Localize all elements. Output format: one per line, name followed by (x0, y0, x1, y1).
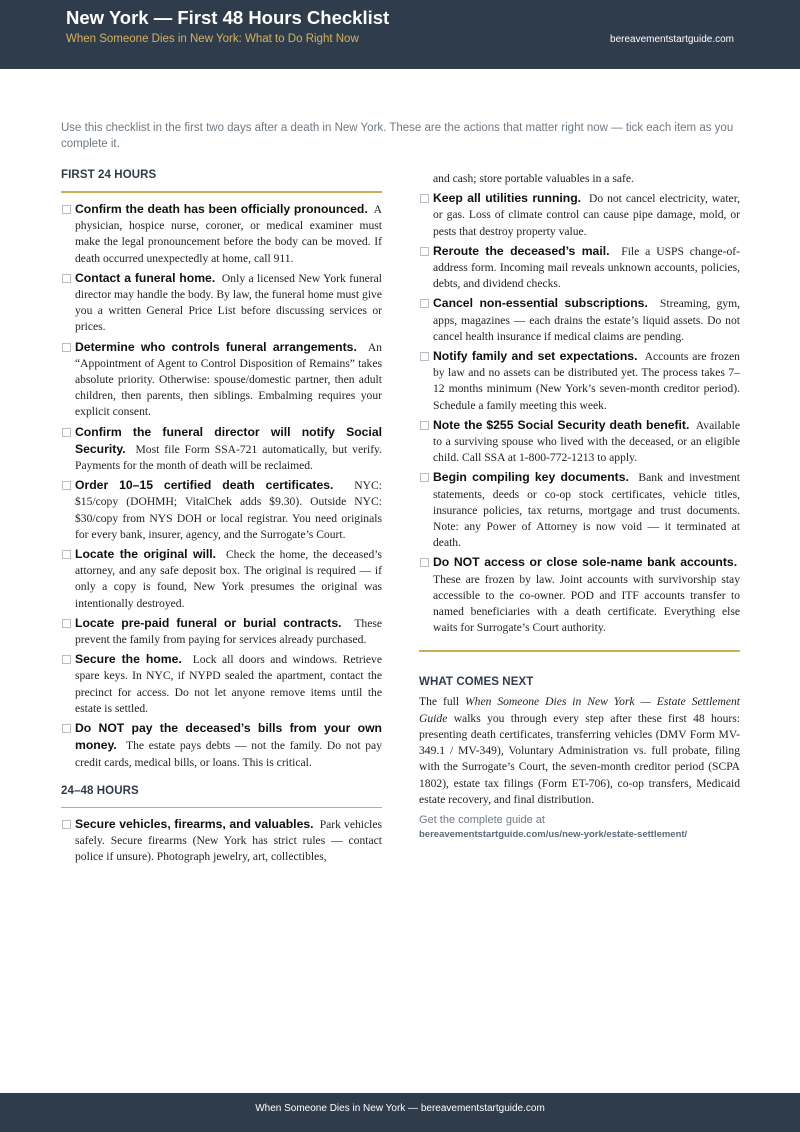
site-name: bereavementstartguide.com (610, 34, 734, 45)
item-text: Available to a surviving spouse who lived with the deceased, or an eligible child. Call SSA at 1-800-772-1213 to apply. (433, 418, 740, 465)
checkbox[interactable] (62, 619, 71, 628)
page-header (0, 0, 800, 69)
item-text: Park vehicles safely. Secure firearms (New York has strict rules — contact police if unsure). Photograph jewelry, art, collectibles, (75, 817, 383, 864)
checklist-item (61, 720, 382, 771)
checkbox[interactable] (420, 299, 429, 308)
checklist-item (419, 295, 740, 345)
checkbox[interactable] (62, 205, 71, 214)
section-heading-what-comes-next: WHAT COMES NEXT (419, 676, 534, 689)
item-lead: Begin compiling key documents. (433, 470, 629, 485)
item-text: File a USPS change-of-address form. Incoming mail reveals unknown accounts, policies, debts, and dividend checks. (433, 244, 740, 291)
item-text: Streaming, gym, apps, magazines — each drains the estate’s liquid assets. Do not cancel health insurance if medical claims are pending. (433, 297, 741, 343)
checkbox[interactable] (420, 421, 429, 430)
checkbox[interactable] (62, 820, 71, 829)
item-lead: Notify family and set expectations. (433, 349, 638, 364)
item-text: An “Appointment of Agent to Control Disposition of Remains” takes absolute priority. Otherwise: spouse/domestic partner, then adult children, then parents, then siblings. Embalming requires your explicit consent. (75, 340, 382, 419)
section-heading-first-24-hours: FIRST 24 HOURS (61, 169, 157, 181)
checklist-item (61, 424, 382, 475)
checkbox[interactable] (62, 550, 71, 559)
item-lead: Secure vehicles, firearms, and valuables. (75, 816, 314, 831)
checkbox[interactable] (420, 194, 429, 203)
item-lead: Confirm the death has been officially pronounced. (75, 202, 368, 216)
checkbox[interactable] (62, 343, 71, 352)
item-text: Lock all doors and windows. Retrieve spare keys. In NYC, if NYPD sealed the apartment, contact the precinct for access. Do not let anyone remove items until the estate is settled. (75, 653, 383, 715)
page-title: New York — First 48 Hours Checklist (66, 7, 390, 28)
section-heading-24-48-hours: 24–48 HOURS (61, 784, 139, 797)
checkbox[interactable] (62, 655, 71, 664)
checklist-item (419, 190, 740, 240)
item-lead: Note the $255 Social Security death benefit. (433, 417, 690, 432)
checklist-item (61, 270, 382, 336)
item-lead: Locate pre-paid funeral or burial contracts. (75, 615, 342, 630)
item-lead: Do NOT access or close sole-name bank accounts. (433, 555, 738, 570)
checklist-item (61, 615, 382, 648)
item-text: Only a licensed New York funeral director may handle the body. By law, the funeral home must give you a written General Price List before discussing services or prices. (75, 271, 382, 334)
item-text: These are frozen by law. Joint accounts with survivorship stay accessible to the co-owner. POD and ITF accounts transfer to named beneficiaries with a death certificate. Everything else waits for Surrogate’s Court authority. (433, 572, 740, 635)
item-lead: Confirm the funeral director will notify Social Security. (75, 424, 382, 456)
item-text: These prevent the family from paying for services already purchased. (75, 616, 382, 647)
checklist-item-continued (419, 171, 740, 187)
checklist-item (61, 651, 382, 717)
item-text: Accounts are frozen by law and no assets can be distributed yet. The process takes 7–12 months minimum (New York’s seven-month creditor period). Schedule a family meeting this week. (433, 350, 740, 412)
next-steps-paragraph (419, 694, 740, 807)
checkbox[interactable] (420, 558, 429, 567)
checklist-item (419, 417, 740, 467)
intro-text: Use this checklist in the first two days after a death in New York. These are the actions that matter right now — tick each item as you complete it. (61, 122, 734, 150)
next-body: walks you through every step after these first 48 hours: presenting death certificates, transferring vehicles (DMV Form MV-349.1 / MV-349), Voluntary Administration vs. full probate, filing with the Surrogate’s Court, the seven-month creditor period (SCPA 1802), estate tax filings (Form ET-706), co-op transfers, Medicaid estate recovery, and final distribution. (419, 711, 740, 806)
checklist-item (61, 816, 382, 866)
left-column (61, 169, 382, 868)
item-lead: Reroute the deceased’s mail. (433, 243, 610, 258)
item-lead: Order 10–15 certified death certificates. (75, 478, 334, 493)
item-lead: Determine who controls funeral arrangements. (75, 339, 357, 354)
item-lead: Secure the home. (75, 652, 182, 667)
item-lead: Keep all utilities running. (433, 191, 582, 206)
right-column (419, 171, 740, 840)
page-subtitle: When Someone Dies in New York: What to Do Right Now (66, 33, 359, 45)
checkbox[interactable] (420, 247, 429, 256)
item-lead: Locate the original will. (75, 547, 216, 562)
item-text: Do not cancel electricity, water, or gas. Loss of climate control can cause pipe damage, mold, or pests that destroy property value. (433, 192, 740, 238)
guide-link-lead: Get the complete guide at (419, 813, 545, 826)
item-lead: Cancel non-essential subscriptions. (433, 296, 648, 311)
checklist-item (419, 469, 740, 551)
item-text: and cash; store portable valuables in a safe. (433, 172, 634, 185)
checklist-item (61, 201, 382, 267)
footer-text: When Someone Dies in New York — bereavementstartguide.com (255, 1103, 545, 1114)
checklist-item (419, 243, 740, 293)
item-text: The estate pays debts — not the family. Do not pay credit cards, medical bills, or loans. This is critical. (75, 739, 382, 769)
item-text: A physician, hospice nurse, coroner, or medical examiner must make the legal pronouncement before the body can be moved. If death occurred unexpectedly at home, call 911. (75, 203, 382, 265)
item-text: Most file Form SSA-721 automatically, but verify. Payments for the month of death will be reclaimed. (75, 442, 382, 473)
checkbox[interactable] (62, 274, 71, 283)
page-footer (0, 1093, 800, 1132)
checklist-item (61, 546, 382, 612)
section-divider (61, 807, 382, 808)
checkbox[interactable] (420, 352, 429, 361)
checklist-item (419, 348, 740, 414)
item-text: Check the home, the deceased’s attorney, and any safe deposit box. The original is required — if only a copy is found, New York presumes the original was intentionally destroyed. (75, 548, 382, 610)
item-text: Bank and investment statements, deeds or co-op stock certificates, vehicle titles, insurance policies, tax returns, mortgage and trust documents. Note: any Power of Attorney is now void — it terminated at death. (433, 471, 740, 550)
checkbox[interactable] (420, 473, 429, 482)
checklist-item (61, 339, 382, 421)
checkbox[interactable] (62, 428, 71, 437)
guide-link[interactable]: bereavementstartguide.com/us/new-york/estate-settlement/ (419, 828, 688, 840)
guide-title: When Someone Dies in New York — Estate Settlement Guide (419, 695, 740, 725)
checkbox[interactable] (62, 481, 71, 490)
section-divider (419, 650, 740, 652)
checklist-item (61, 477, 382, 543)
checklist-item (419, 554, 740, 636)
section-divider (61, 191, 382, 193)
checkbox[interactable] (62, 724, 71, 733)
item-lead: Do NOT pay the deceased’s bills from your own money. (75, 721, 382, 753)
item-text: NYC: $15/copy (DOHMH; VitalChek adds $9.30). Outside NYC: $30/copy from NYS DOH or local registrar. You need originals for every bank, insurer, agency, and the Surrogate’s Court. (75, 479, 382, 541)
item-lead: Contact a funeral home. (75, 270, 216, 285)
next-intro: The full (419, 695, 460, 709)
